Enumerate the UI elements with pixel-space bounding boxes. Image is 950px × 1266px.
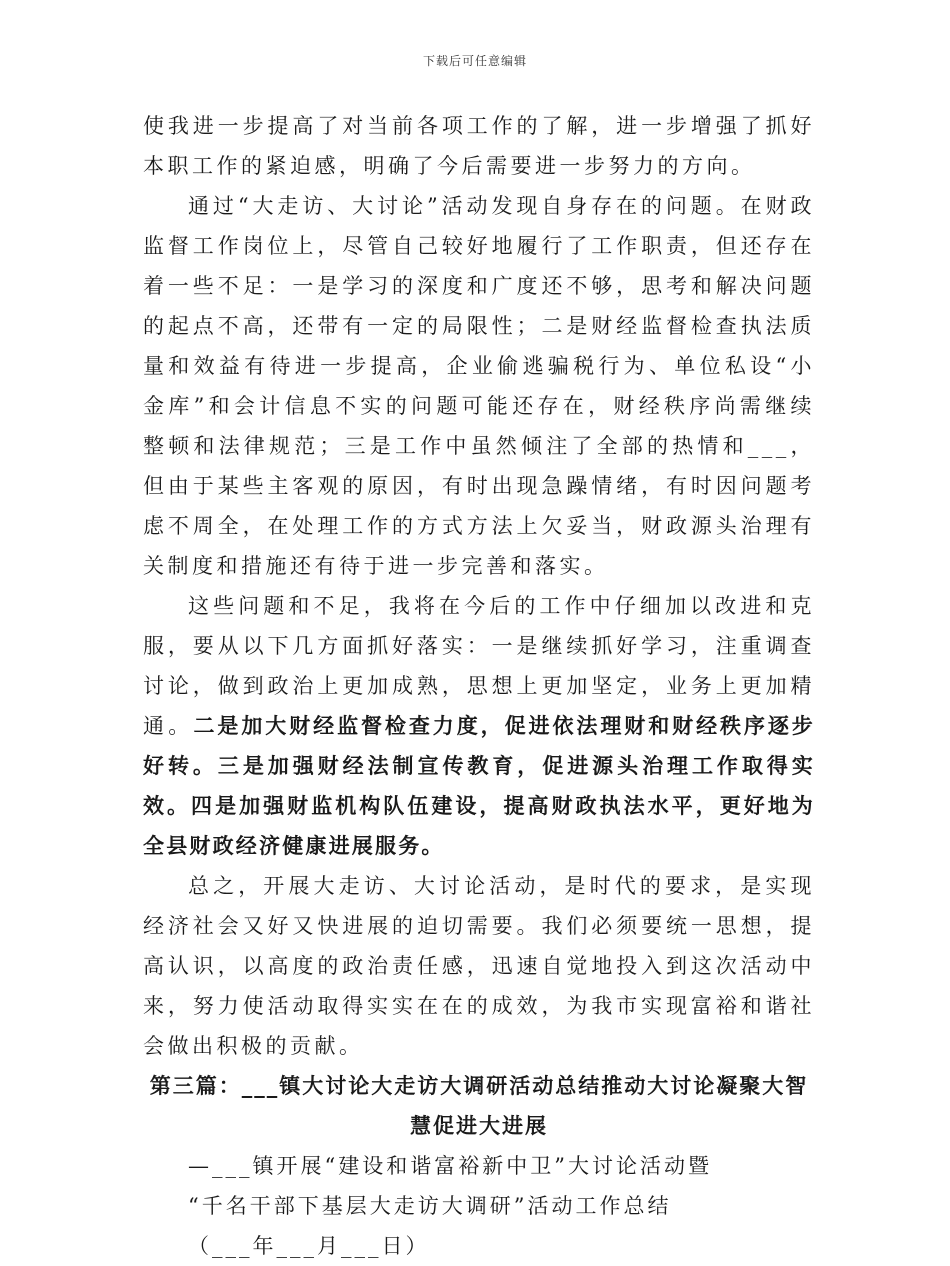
section-subtitle-2: “千名干部下基层大走访大调研”活动工作总结 [188,1194,672,1218]
page-header-note: 下载后可任意编辑 [422,54,527,68]
paragraph-3-normal: 这些问题和不足，我将在今后的工作中仔细加以改进和克服，要从以下几方面抓好落实：一是继续抓好学习，注重调查讨论，做到政治上更加成熟，思想上更加坚定，业务上更加精通。 [143,594,815,738]
section-subtitle-1: —___镇开展“建设和谐富裕新中卫”大讨论活动暨 [188,1154,712,1178]
paragraph-3-bold: 二是加大财经监督检查力度，促进依法理财和财经秩序逐步好转。三是加强财经法制宣传教育，促进源头治理工作取得实效。四是加强财监机构队伍建设，提高财政执法水平，更好地为全县财政经济健康进展服务。 [143,713,815,858]
paragraph-1: 使我进一步提高了对当前各项工作的了解，进一步增强了抓好本职工作的紧迫感，明确了今后需要进一步努力的方向。 [143,114,815,178]
paragraph-4: 总之，开展大走访、大讨论活动，是时代的要求，是实现经济社会又好又快进展的迫切需要。我们必须要统一思想，提高认识，以高度的政治责任感，迅速自觉地投入到这次活动中来，努力使活动取得实实在在的成效，为我市实现富裕和谐社会做出积极的贡献。 [143,874,815,1058]
section-title-line-1: 第三篇：___镇大讨论大走访大调研活动总结推动大讨论凝聚大智 [149,1073,809,1098]
paragraph-3 [143,586,815,866]
document-body [143,106,815,1266]
section-date: （___年___月___日） [188,1234,430,1258]
section-title [143,1066,815,1146]
section-title-line-2: 慧促进大进展 [410,1113,548,1138]
paragraph-2: 通过“大走访、大讨论”活动发现自身存在的问题。在财政监督工作岗位上，尽管自己较好地履行了工作职责，但还存在着一些不足：一是学习的深度和广度还不够，思考和解决问题的起点不高，还带有一定的局限性；二是财经监督检查执法质量和效益有待进一步提高，企业偷逃骗税行为、单位私设“小金库”和会计信息不实的问题可能还存在，财经秩序尚需继续整顿和法律规范；三是工作中虽然倾注了全部的热情和___，但由于某些主客观的原因，有时出现急躁情绪，有时因问题考虑不周全，在处理工作的方式方法上欠妥当，财政源头治理有关制度和措施还有待于进一步完善和落实。 [143,194,815,578]
